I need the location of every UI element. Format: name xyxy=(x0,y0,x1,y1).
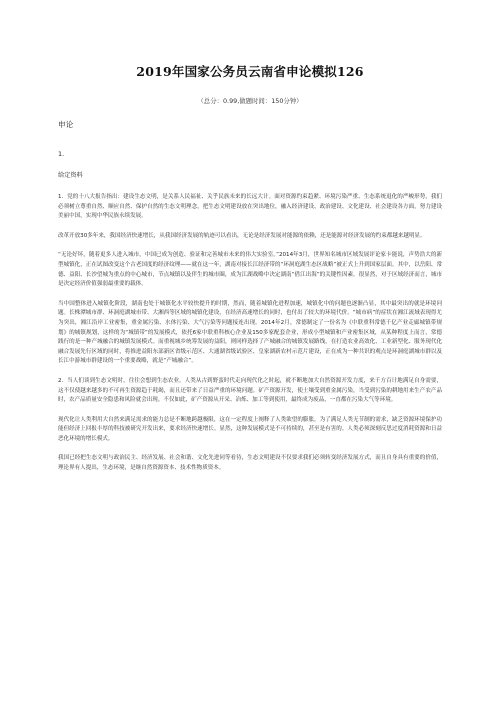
paragraph: 2．当人们谈到生态文明时，往往会想到生态农业。人类从古到野蛮时代走向现代化之时起，就不断地加大自然资源开发力度，来千方百计地满足自身需要，这不仅使越来越多的不可再生资源趋于耗竭，而且还带来了日益严重的环境问题。矿产资源开发，使土壤受到重金属污染，当受到污染的耕地用来生产农产品时，农产品质量安全隐患和风险就会出现。不仅如此，矿产资源从开采、冶炼、加工等到使用，最终成为废品，一直都在污染大气等环境。 xyxy=(58,377,442,404)
paragraph: 当中国整体进入城镇化阶段，湖南也处于城镇化水平较快提升的时期，然而，随着城镇化进程加速，城镇化中的问题也逐渐凸显，其中最突出的就是环境问题。长株潭城市群、环洞庭湖城市带、大湘西等区域的城镇化建设，在经济高速增长的同时，也付出了较大的环境代价。“城市病”的症状在湘江流域表现得尤为突出，湘江沿岸工业密集，重金属污染、水体污染、大气污染等问题接连出现。2014年2月，常德制定了一份名为《中联重科常德千亿产业走廊城镇带规划》的城镇规划，这样的为“城镇带”的发展模式，依托6家中联重科核心企业及150多家配套企业，形成小型城镇和产业密集区域，从某种程度上而言，常德践行的是一种产城融合的城镇发展模式。而重视城乡统筹发展的益阳，则同样选择了产城融合的城镇发展路线，在打造农业高效化、工业新型化、服务现代化融合发展先行区域的同时，将推进益阳东部新区省级示范区、大通湖省级试验区、皇家湖新农村示范片建设，正在成为一种共识的观点是环洞庭湖城市群以及长江中游城市群建设的一个重要战略，就是“产城融合”。 xyxy=(58,300,442,365)
exam-meta: （总分：0.99,做题时间：150分钟） xyxy=(197,97,303,105)
paragraph: 1．党的十八大报告指出：建设生态文明，是关系人民福祉、关乎民族未来的长远大计。面对资源约束趋紧、环境污染严重、生态系统退化的严峻形势，我们必须树立尊重自然、顺应自然、保护自然的生态文明理念，把生态文明建设放在突出地位，融入经济建设、政治建设、文化建设、社会建设各方面，努力建设美丽中国，实现中华民族永续发展。 xyxy=(58,194,442,220)
section-heading: 申论 xyxy=(58,120,74,129)
paragraph: “无论好坏，随着更多人进入城市，中国已成为创造、验证和完善城市未来的伟大实验室。”2014年3月，世界知名城市区域发展评论家卡能说，声势浩大的新型城镇化，正在试图改变这个古老国度的经济纹理——就在这一年，湖南对接长江经济带的“环洞庭湖生态区战略”被正式上升到国家层面。其中，以岳阳、常德、益阳、长沙望城为重点的中心城市，节点城镇以及伴生的城市圈，成为江湖战略中决定湖南“借江出海”的关键性因素。很显然，对于区域经济而言，城市是决定经济价值强弱最重要的载体。 xyxy=(58,252,442,288)
paragraph: 改革开放30多年来，我国经济快速增长，从我国经济发展的轨迹可以看出，无论是经济发展对能源的依赖，还是能源对经济发展的约束都越来越明显。 xyxy=(58,232,426,239)
page-title: 2019年国家公务员云南省申论模拟126 xyxy=(136,64,364,79)
material-label: 给定资料 xyxy=(58,172,83,179)
paragraph: 现代化让人类利用大自然来满足需求的能力总是不断地跨越极限，这在一定程度上阐释了人类欲望的膨胀。为了满足人类无节制的需求，缺乏资源环境保护功能但经济上回报丰厚的科技被研究开发出来，要求经济快速增长。显然，这种发展模式是不可持续的，甚至是有害的。人类必须深刻反思过度消耗资源和日益恶化环境的增长模式。 xyxy=(58,416,442,442)
paragraph: 我国已经把生态文明与政治民主、经济发展、社会和谐、文化先进同等看待，生态文明建设不仅要求我们必须转变经济发展方式，而且自身具有重要的价值，理论界有人提出，生态环境，是继自然资源资本、技术性物质资本。 xyxy=(58,455,442,472)
question-number: 1. xyxy=(58,150,65,158)
